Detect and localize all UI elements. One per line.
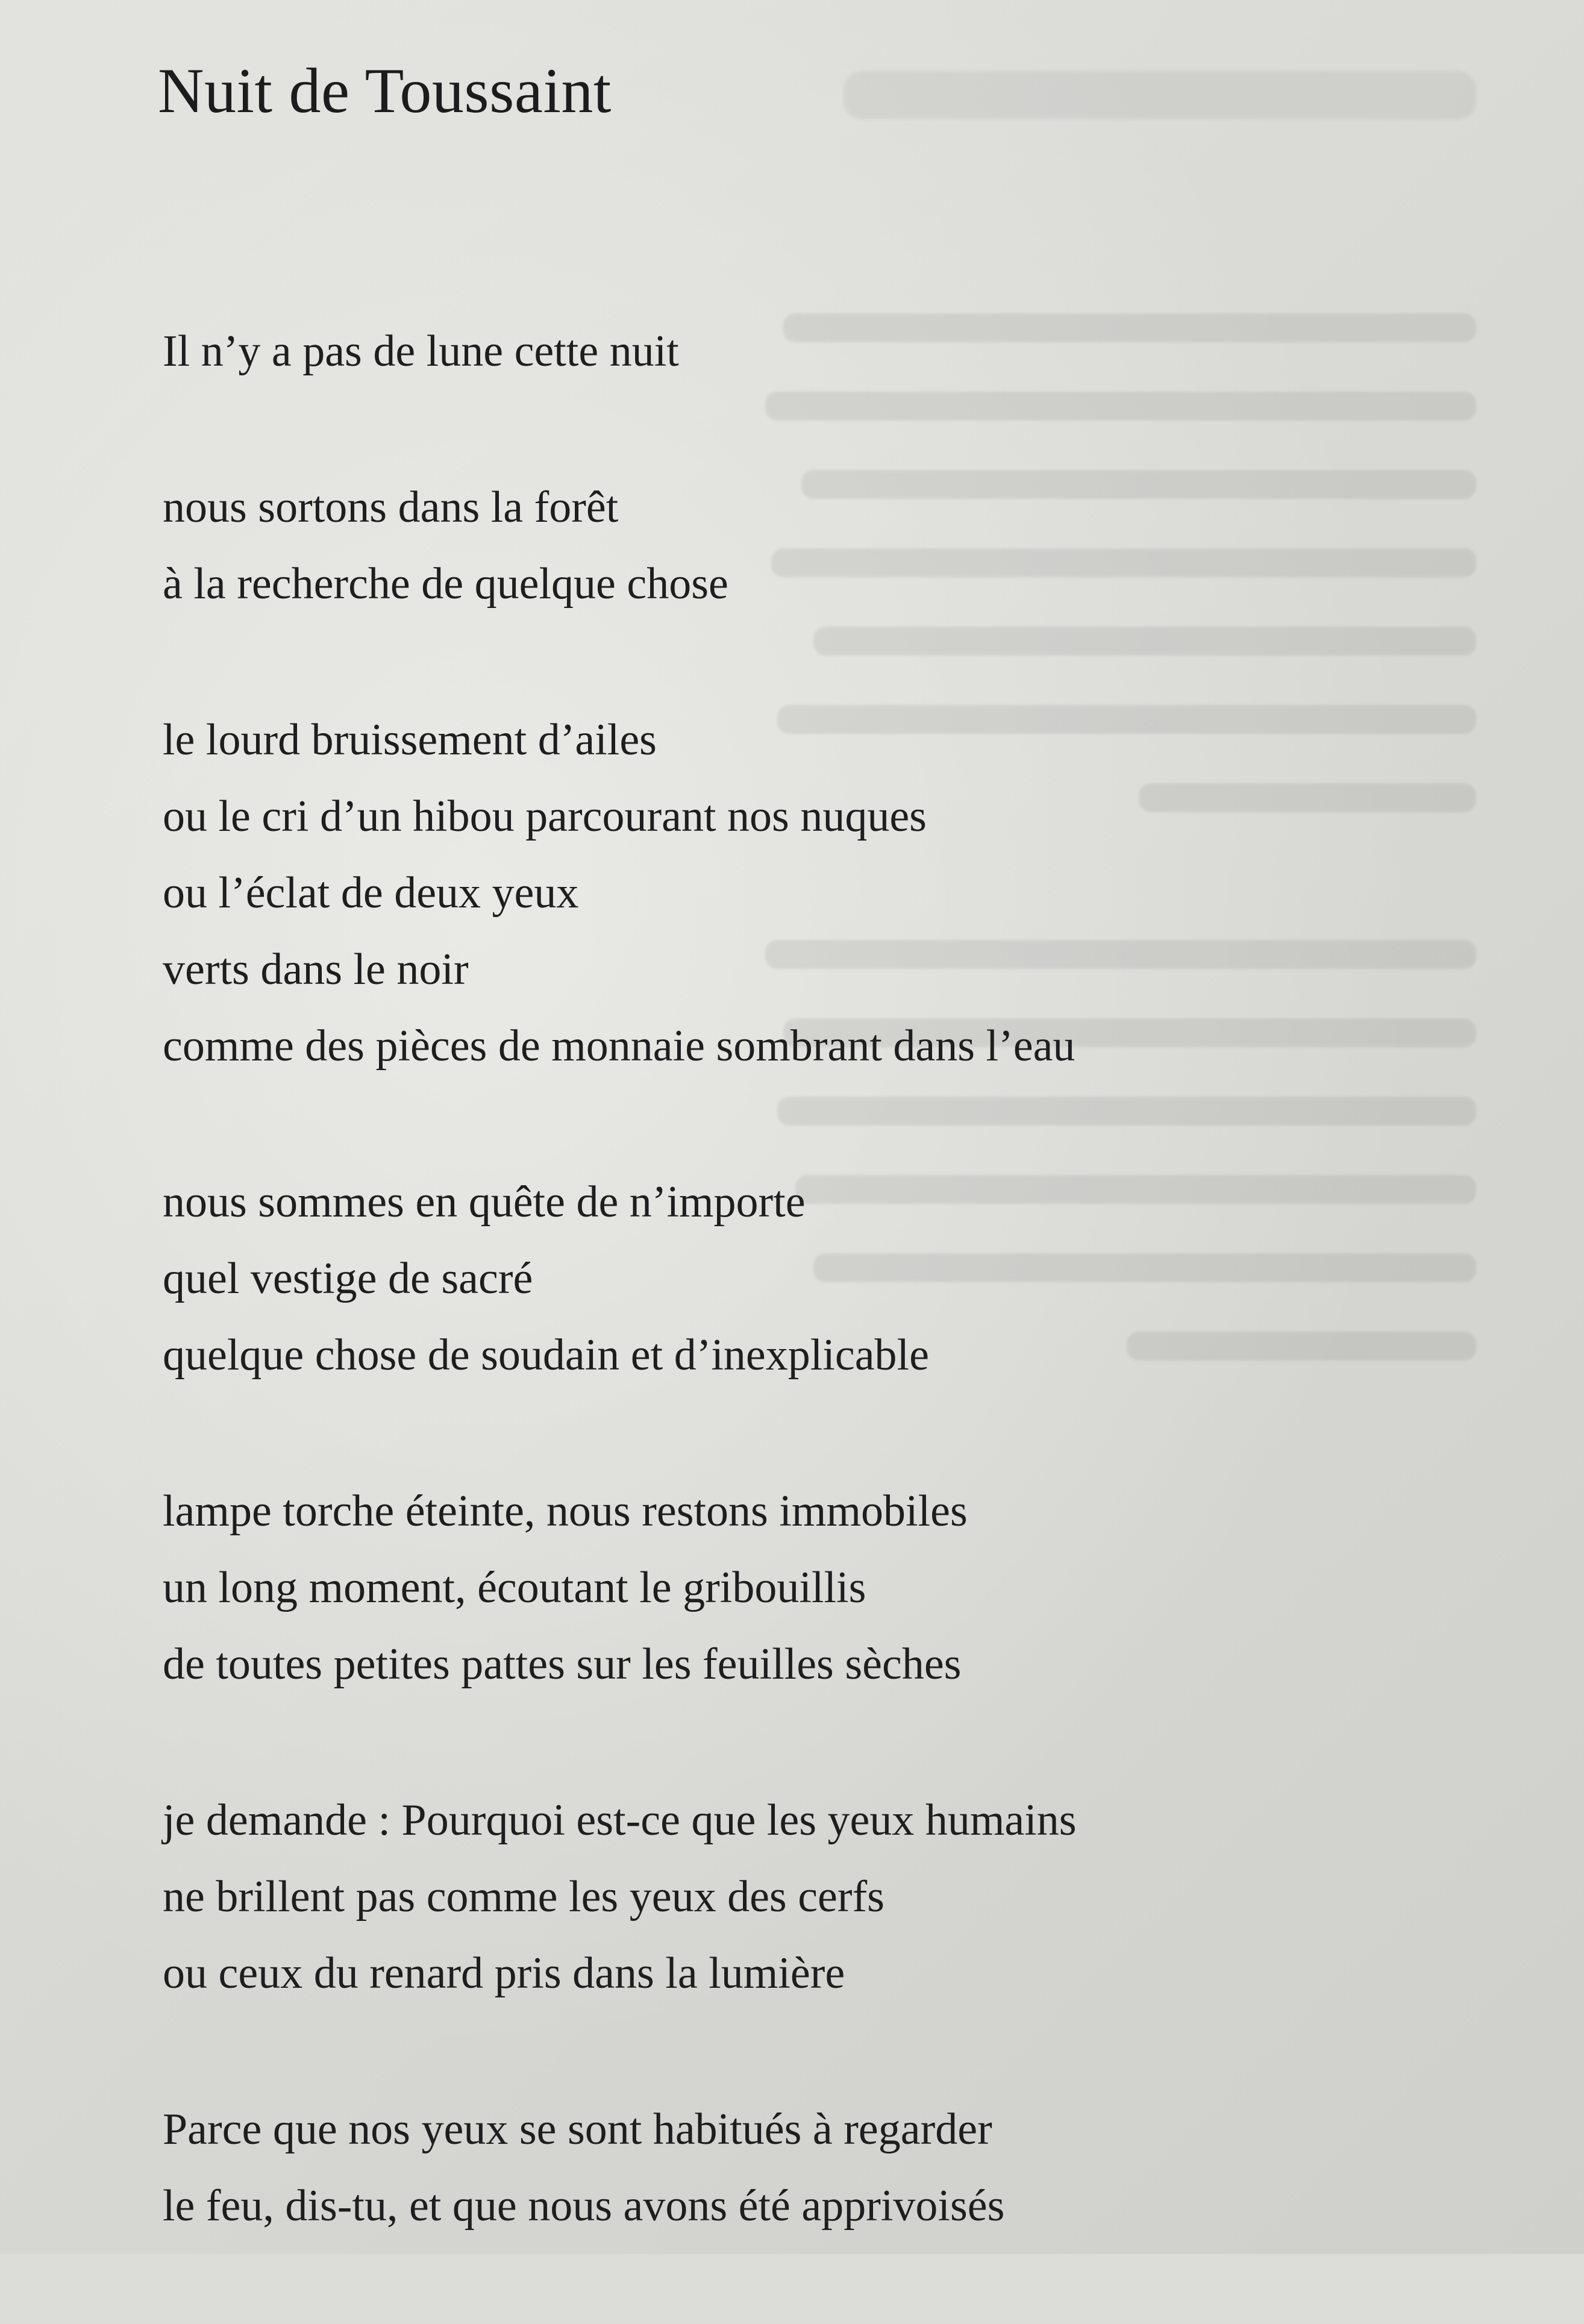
poem-line: je demande : Pourquoi est-ce que les yeux humains <box>163 1796 1077 1845</box>
poem-line: verts dans le noir <box>163 945 469 994</box>
poem-line: Il n’y a pas de lune cette nuit <box>163 327 679 376</box>
poem-line: ne brillent pas comme les yeux des cerfs <box>163 1872 884 1922</box>
show-through-title <box>844 71 1476 119</box>
stanza-2 <box>163 469 1488 622</box>
poem-line: le lourd bruissement d’ailes <box>163 715 657 765</box>
poem-line: comme des pièces de monnaie sombrant dans l’eau <box>163 1021 1075 1071</box>
stanza-1 <box>163 313 1488 390</box>
poem-line: à la recherche de quelque chose <box>163 559 728 609</box>
poem-line: nous sommes en quête de n’importe <box>163 1177 806 1227</box>
poem-body <box>163 313 1488 2324</box>
poem-line: quelque chose de soudain et d’inexplicable <box>163 1330 929 1380</box>
poem-line: de toutes petites pattes sur les feuilles sèches <box>163 1640 962 1689</box>
poem-line: quel vestige de sacré <box>163 1254 533 1303</box>
poem-line: nous sortons dans la forêt <box>163 483 619 532</box>
poem-line: Parce que nos yeux se sont habitués à regarder <box>163 2105 992 2154</box>
poem-line: ou l’éclat de deux yeux <box>163 868 579 918</box>
poem-title: Nuit de Toussaint <box>158 55 612 126</box>
poem-line: ou ceux du renard pris dans la lumière <box>163 1949 845 1998</box>
poem-line: le feu, dis-tu, et que nous avons été apprivoisés <box>163 2181 1005 2231</box>
poem-line: lampe torche éteinte, nous restons immobiles <box>163 1486 968 1536</box>
stanza-5 <box>163 1473 1488 1703</box>
stanza-4 <box>163 1164 1488 1394</box>
poem-line: un long moment, écoutant le gribouillis <box>163 1563 866 1612</box>
stanza-7 <box>163 2091 1488 2244</box>
poem-line: ou le cri d’un hibou parcourant nos nuques <box>163 792 927 841</box>
stanza-3 <box>163 702 1488 1085</box>
stanza-6 <box>163 1782 1488 2012</box>
